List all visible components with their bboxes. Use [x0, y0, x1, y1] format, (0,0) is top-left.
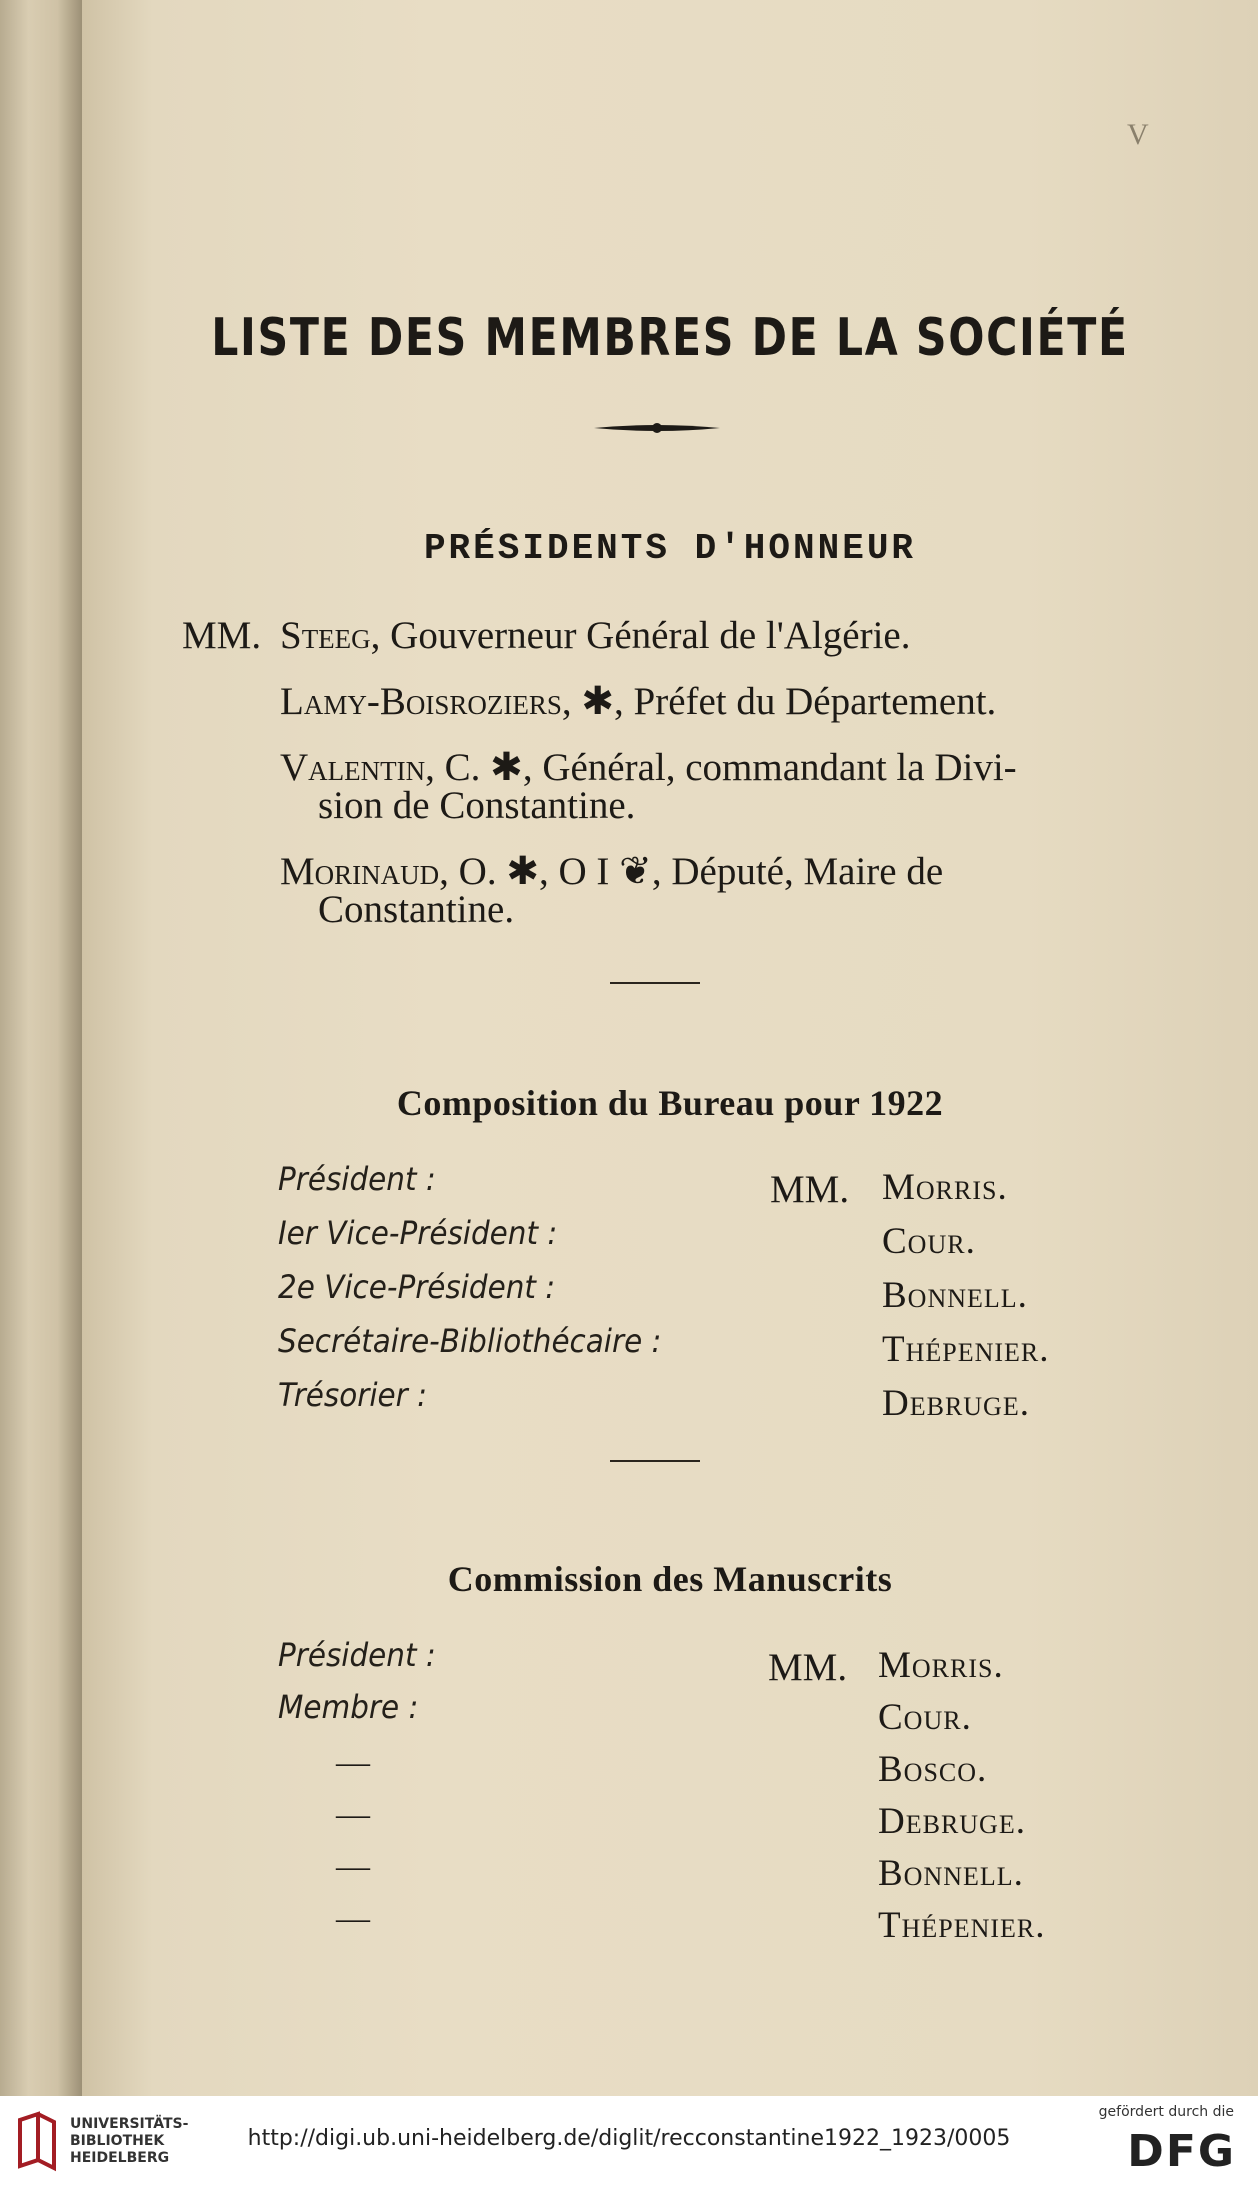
- dfg-logo: DFG: [1127, 2126, 1236, 2177]
- honorary-continuation: sion de Constantine.: [318, 784, 636, 827]
- honorary-text: , C. ✱, Général, commandant la Divi-: [425, 746, 1017, 789]
- bureau-name: Cour.: [882, 1221, 976, 1262]
- bureau-heading: Composition du Bureau pour 1922: [396, 1083, 944, 1123]
- bureau-role: Secrétaire-Bibliothécaire :: [278, 1322, 662, 1360]
- honorary-entry: [280, 612, 910, 660]
- manuscripts-name: Bonnell.: [878, 1853, 1024, 1894]
- digitization-footer: [0, 2096, 1258, 2186]
- manuscripts-role: Président :: [278, 1636, 436, 1674]
- honorary-continuation: Constantine.: [318, 888, 515, 931]
- bureau-name: Debruge.: [882, 1383, 1030, 1424]
- honorary-name: Morinaud: [280, 850, 440, 893]
- manuscripts-name: Debruge.: [878, 1801, 1026, 1842]
- book-spine: [0, 0, 82, 2096]
- bureau-role: 2e Vice-Président :: [278, 1268, 556, 1306]
- bureau-prefix: MM.: [770, 1168, 850, 1211]
- title-ornament-icon: [592, 418, 722, 438]
- honorary-text: , ✱, Préfet du Département.: [561, 680, 997, 723]
- bureau-role: Trésorier :: [278, 1376, 428, 1414]
- section-divider: [610, 1460, 700, 1462]
- honorary-name: Lamy-Boisroziers: [280, 680, 562, 723]
- page-number: V: [1127, 118, 1149, 151]
- manuscripts-role: —: [336, 1848, 370, 1885]
- honorary-text: , Gouverneur Général de l'Algérie.: [370, 614, 911, 657]
- manuscripts-heading: Commission des Manuscrits: [447, 1559, 893, 1599]
- manuscripts-prefix: MM.: [768, 1646, 848, 1689]
- source-url-link[interactable]: http://digi.ub.uni-heidelberg.de/diglit/recconstantine1922_1923/0005: [247, 2126, 1011, 2151]
- bureau-name: Morris.: [882, 1167, 1008, 1208]
- manuscripts-name: Cour.: [878, 1697, 972, 1738]
- honorary-entry: [280, 678, 996, 726]
- book-page: [82, 0, 1258, 2096]
- bureau-name: Bonnell.: [882, 1275, 1028, 1316]
- manuscripts-role: —: [336, 1796, 370, 1833]
- honorary-name: Steeg: [280, 614, 371, 657]
- manuscripts-role: —: [336, 1900, 370, 1937]
- honorary-text: , O. ✱, O I ❦, Député, Maire de: [439, 850, 944, 893]
- honorary-heading: PRÉSIDENTS D'HONNEUR: [423, 528, 917, 569]
- manuscripts-name: Thépenier.: [878, 1905, 1046, 1946]
- manuscripts-role: Membre :: [278, 1688, 419, 1726]
- bureau-name: Thépenier.: [882, 1329, 1050, 1370]
- manuscripts-name: Bosco.: [878, 1749, 988, 1790]
- manuscripts-name: Morris.: [878, 1645, 1004, 1686]
- bureau-role: Ier Vice-Président :: [278, 1214, 558, 1252]
- manuscripts-role: —: [336, 1744, 370, 1781]
- bureau-role: Président :: [278, 1160, 436, 1198]
- honorary-name: Valentin: [280, 746, 426, 789]
- section-divider: [610, 982, 700, 984]
- funding-caption: gefördert durch die: [1098, 2104, 1234, 2120]
- page-title: LISTE DES MEMBRES DE LA SOCIÉTÉ: [211, 308, 1129, 368]
- honorary-prefix: MM.: [182, 614, 262, 657]
- library-name: UNIVERSITÄTS- BIBLIOTHEK HEIDELBERG: [70, 2116, 189, 2166]
